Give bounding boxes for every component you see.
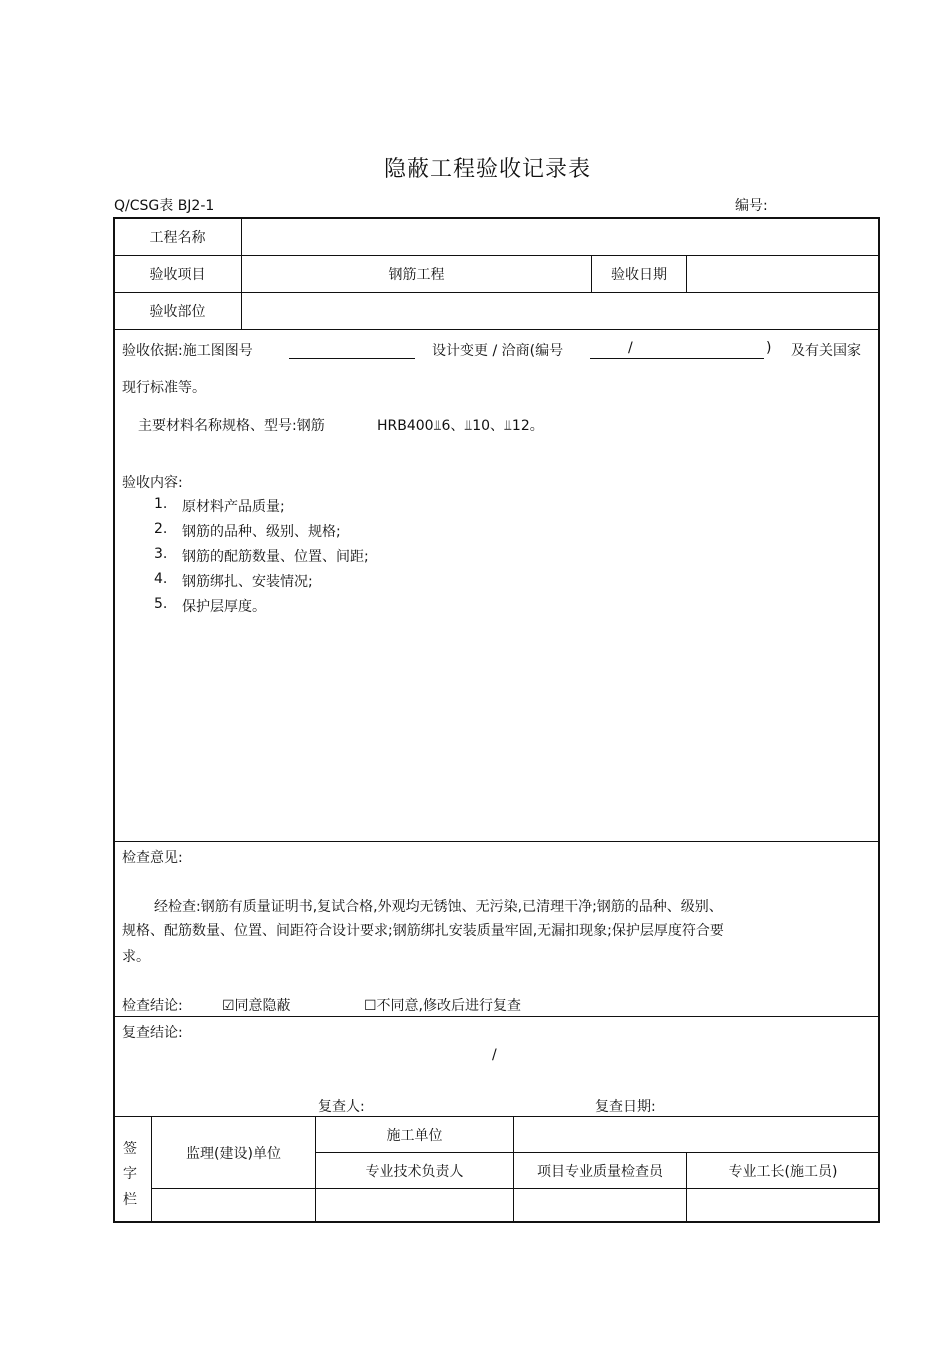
list-item-number: 4. (154, 571, 168, 587)
list-item: 钢筋绑扎、安装情况; (182, 574, 313, 590)
content-label: 验收内容: (122, 475, 183, 491)
inspection-location-label: 验收部位 (149, 304, 206, 320)
disagree-checkbox[interactable]: ☐不同意,修改后进行复查 (364, 998, 522, 1014)
row-divider (113, 1016, 880, 1017)
page-title: 隐蔽工程验收记录表 (383, 157, 591, 182)
material-value: HRB400⫫6、⫫10、⫫12。 (377, 418, 544, 434)
inspection-opinion-line-2: 规格、配筋数量、位置、间距符合设计要求;钢筋绑扎安装质量牢固,无漏扣现象;保护层厚度符合要 (122, 923, 724, 939)
list-item-number: 3. (154, 546, 168, 562)
construction-unit-value[interactable] (514, 1117, 879, 1152)
form-code: Q/CSG表 BJ2-1 (114, 198, 215, 214)
signature-column-char: 签 (123, 1141, 137, 1157)
inspection-date-label: 验收日期 (611, 267, 667, 283)
drawing-number-underline (289, 358, 415, 359)
list-item-number: 2. (154, 521, 168, 537)
tech-lead-signature-field[interactable] (316, 1189, 513, 1222)
quality-inspector-label: 项目专业质量检查员 (537, 1163, 663, 1180)
signature-column-char: 字 (123, 1166, 137, 1182)
basis-label: 验收依据:施工图图号 (122, 343, 253, 359)
list-item: 钢筋的品种、级别、规格; (182, 524, 341, 540)
design-change-underline (590, 358, 764, 359)
basis-tail: 及有关国家 (791, 343, 861, 359)
inspection-opinion-line-3: 求。 (122, 949, 150, 965)
design-change-label: 设计变更 / 洽商(编号 (432, 343, 564, 359)
supervision-unit-label: 监理(建设)单位 (186, 1145, 281, 1162)
inspection-opinion-label: 检查意见: (122, 850, 183, 866)
list-item-number: 1. (154, 496, 168, 512)
construction-unit-label: 施工单位 (386, 1127, 443, 1144)
serial-number-label: 编号: (735, 198, 768, 214)
design-change-close: ) (766, 340, 772, 356)
recheck-person-label: 复查人: (318, 1099, 365, 1115)
inspection-location-value[interactable] (242, 293, 879, 329)
inspection-opinion-line-1: 经检查:钢筋有质量证明书,复试合格,外观均无锈蚀、无污染,已清理干净;钢筋的品种、级别、 (154, 899, 723, 915)
foreman-signature-field[interactable] (687, 1189, 879, 1222)
row-divider (113, 841, 880, 842)
supervision-signature-field[interactable] (152, 1189, 315, 1222)
project-name-value[interactable] (242, 218, 879, 255)
foreman-label: 专业工长(施工员) (728, 1163, 838, 1180)
inspection-item-label: 验收项目 (149, 267, 206, 283)
list-item-number: 5. (154, 596, 168, 612)
material-label: 主要材料名称规格、型号:钢筋 (138, 418, 325, 434)
signature-column-char: 栏 (123, 1192, 137, 1208)
form-frame (113, 217, 880, 1223)
inspection-item-value[interactable]: 钢筋工程 (388, 267, 445, 283)
tech-lead-label: 专业技术负责人 (365, 1163, 464, 1180)
quality-inspector-signature-field[interactable] (514, 1189, 686, 1222)
design-change-value[interactable]: / (628, 340, 633, 356)
project-name-label: 工程名称 (149, 229, 206, 246)
list-item: 钢筋的配筋数量、位置、间距; (182, 549, 369, 565)
list-item: 原材料产品质量; (182, 499, 285, 515)
basis-line-2: 现行标准等。 (122, 380, 206, 396)
list-item: 保护层厚度。 (182, 599, 266, 615)
inspection-date-value[interactable] (687, 256, 879, 292)
inspection-conclusion-label: 检查结论: (122, 998, 183, 1014)
recheck-label: 复查结论: (122, 1025, 183, 1041)
row-divider (113, 329, 880, 330)
recheck-value: / (492, 1047, 497, 1063)
agree-checkbox[interactable]: ☑同意隐蔽 (222, 998, 291, 1014)
recheck-date-label: 复查日期: (595, 1099, 656, 1115)
